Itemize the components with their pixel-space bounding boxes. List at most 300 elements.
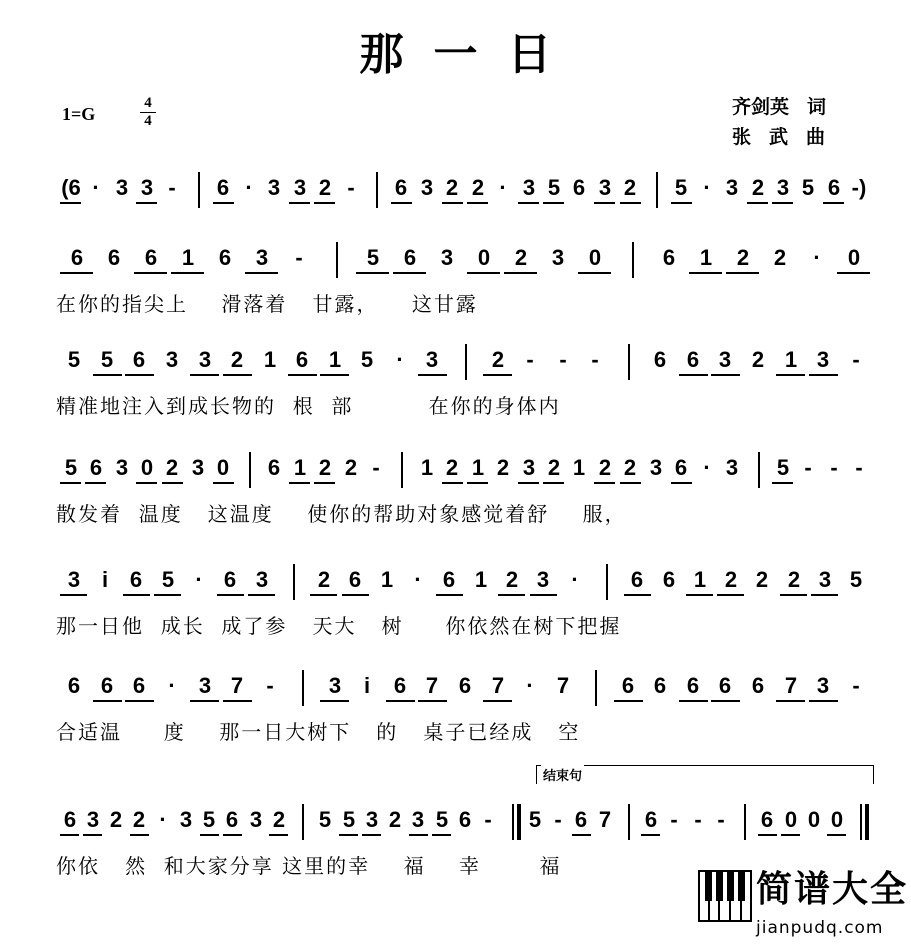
note: 6 bbox=[662, 567, 676, 592]
note: 0 bbox=[807, 807, 821, 832]
note: 6 bbox=[458, 807, 472, 832]
note: 6 bbox=[267, 455, 281, 480]
note: 7 bbox=[425, 673, 439, 698]
beam-line bbox=[432, 834, 451, 836]
beam-line bbox=[772, 482, 793, 484]
note: 7 bbox=[784, 673, 798, 698]
note: - bbox=[591, 347, 599, 372]
note: 6 bbox=[394, 175, 408, 200]
note: - bbox=[804, 455, 812, 480]
note: 0 bbox=[588, 245, 602, 270]
note: 6 bbox=[225, 807, 239, 832]
notation-line bbox=[0, 168, 911, 208]
beam-line bbox=[467, 482, 488, 484]
beam-line bbox=[83, 834, 102, 836]
note: 6 bbox=[653, 673, 667, 698]
bar-line bbox=[628, 344, 630, 380]
note: 3 bbox=[440, 245, 454, 270]
note: 3 bbox=[598, 175, 612, 200]
bar-line bbox=[293, 564, 295, 600]
note: - bbox=[526, 347, 534, 372]
note: 2 bbox=[471, 175, 485, 200]
beam-line bbox=[717, 594, 744, 596]
note: 2 bbox=[773, 245, 787, 270]
note: 6 bbox=[132, 347, 146, 372]
beam-line bbox=[60, 834, 79, 836]
beam-line bbox=[594, 202, 615, 204]
lyricist-name: 齐剑英 bbox=[732, 96, 790, 118]
note: 5 bbox=[161, 567, 175, 592]
beam-line bbox=[418, 700, 447, 702]
note: 1 bbox=[263, 347, 277, 372]
beam-line bbox=[620, 202, 641, 204]
bar-line bbox=[302, 804, 304, 840]
note: 3 bbox=[818, 567, 832, 592]
beam-line bbox=[288, 374, 317, 376]
note: 3 bbox=[267, 175, 281, 200]
note: 2 bbox=[388, 807, 402, 832]
note: 2 bbox=[505, 567, 519, 592]
note: 2 bbox=[496, 455, 510, 480]
note: 3 bbox=[365, 807, 379, 832]
note: 3 bbox=[165, 347, 179, 372]
beam-line bbox=[356, 272, 389, 274]
beam-line bbox=[223, 374, 252, 376]
bar-line bbox=[517, 804, 521, 840]
note: 3 bbox=[816, 673, 830, 698]
note: 1 bbox=[181, 245, 195, 270]
bar-line bbox=[744, 804, 746, 840]
note: 6 bbox=[686, 347, 700, 372]
note: 6 bbox=[223, 567, 237, 592]
note: 1 bbox=[380, 567, 394, 592]
beam-line bbox=[747, 202, 768, 204]
note: 2 bbox=[598, 455, 612, 480]
note: 1 bbox=[328, 347, 342, 372]
note: 3 bbox=[411, 807, 425, 832]
note: 1 bbox=[474, 567, 488, 592]
note: 6 bbox=[129, 567, 143, 592]
note: · bbox=[168, 673, 176, 698]
note: · bbox=[159, 807, 167, 832]
note: 5 bbox=[318, 807, 332, 832]
beam-line bbox=[518, 482, 539, 484]
beam-line bbox=[726, 272, 759, 274]
beam-line bbox=[436, 594, 463, 596]
note: 6 bbox=[621, 673, 635, 698]
lyrics-line: 那一日他 成长 成了参 天大 树 你依然在树下把握 bbox=[56, 614, 622, 638]
beam-line bbox=[342, 594, 369, 596]
note: · bbox=[92, 175, 100, 200]
note: 6 bbox=[132, 673, 146, 698]
note: 3 bbox=[293, 175, 307, 200]
note: 5 bbox=[100, 347, 114, 372]
note: 3 bbox=[522, 175, 536, 200]
note: 3 bbox=[816, 347, 830, 372]
bar-line bbox=[865, 804, 869, 840]
note: 6 bbox=[572, 175, 586, 200]
note: - bbox=[484, 807, 492, 832]
bar-line bbox=[860, 804, 862, 840]
bar-line bbox=[302, 670, 304, 706]
note: 0 bbox=[216, 455, 230, 480]
beam-line bbox=[85, 482, 106, 484]
note: 2 bbox=[230, 347, 244, 372]
note: 6 bbox=[574, 807, 588, 832]
bar-line bbox=[628, 804, 630, 840]
note: i bbox=[363, 673, 371, 698]
beam-line bbox=[686, 594, 713, 596]
beam-line bbox=[134, 272, 167, 274]
beam-line bbox=[776, 374, 805, 376]
beam-line bbox=[123, 594, 150, 596]
piano-keys-icon bbox=[698, 870, 752, 922]
note: 5 bbox=[801, 175, 815, 200]
note: 6 bbox=[100, 673, 114, 698]
beam-line bbox=[136, 482, 157, 484]
beam-line bbox=[136, 202, 157, 204]
note: 6 bbox=[644, 807, 658, 832]
note: 2 bbox=[132, 807, 146, 832]
note: 7 bbox=[598, 807, 612, 832]
note: 5 bbox=[674, 175, 688, 200]
time-denominator: 4 bbox=[144, 113, 152, 129]
note: 6 bbox=[630, 567, 644, 592]
note: 2 bbox=[272, 807, 286, 832]
composer-role: 曲 bbox=[806, 126, 826, 148]
note: 6 bbox=[67, 673, 81, 698]
note: 3 bbox=[115, 455, 129, 480]
note: 2 bbox=[623, 175, 637, 200]
note: 3 bbox=[522, 455, 536, 480]
beam-line bbox=[339, 834, 358, 836]
note: 2 bbox=[623, 455, 637, 480]
beam-line bbox=[543, 202, 564, 204]
beam-line bbox=[93, 700, 122, 702]
beam-line bbox=[483, 700, 512, 702]
bar-line bbox=[465, 344, 467, 380]
note: - bbox=[266, 673, 274, 698]
note: - bbox=[830, 455, 838, 480]
note: 6 bbox=[458, 673, 472, 698]
note: - bbox=[372, 455, 380, 480]
note: · bbox=[526, 673, 534, 698]
note: 3 bbox=[67, 567, 81, 592]
note: 5 bbox=[776, 455, 790, 480]
note: - bbox=[168, 175, 176, 200]
note: 6 bbox=[348, 567, 362, 592]
beam-line bbox=[614, 700, 643, 702]
bar-line bbox=[632, 242, 634, 278]
lyrics-line: 合适温 度 那一日大树下 的 桌子已经成 空 bbox=[56, 720, 581, 744]
beam-line bbox=[620, 482, 641, 484]
beam-line bbox=[162, 482, 183, 484]
note: 6 bbox=[653, 347, 667, 372]
beam-line bbox=[60, 594, 87, 596]
note: 6 bbox=[686, 673, 700, 698]
bar-line bbox=[512, 804, 514, 840]
note: · bbox=[195, 567, 203, 592]
lyrics-line: 精准地注入到成长物的 根 部 在你的身体内 bbox=[56, 394, 561, 418]
ending-bracket bbox=[536, 765, 874, 784]
beam-line bbox=[125, 374, 154, 376]
note: 3 bbox=[725, 175, 739, 200]
note: 5 bbox=[435, 807, 449, 832]
note: 2 bbox=[755, 567, 769, 592]
beam-line bbox=[289, 482, 310, 484]
notation-line bbox=[0, 666, 911, 706]
beam-line bbox=[641, 834, 660, 836]
lyrics-line: 散发着 温度 这温度 使你的帮助对象感觉着舒 服， bbox=[56, 502, 627, 526]
note: · bbox=[571, 567, 579, 592]
key-signature: 1=G bbox=[62, 104, 96, 124]
note: - bbox=[717, 807, 725, 832]
beam-line bbox=[530, 594, 557, 596]
beam-line bbox=[223, 700, 252, 702]
beam-line bbox=[248, 594, 275, 596]
beam-line bbox=[269, 834, 288, 836]
beam-line bbox=[572, 834, 591, 836]
beam-line bbox=[758, 834, 777, 836]
beam-line bbox=[60, 202, 81, 204]
ending-label: 结束句 bbox=[541, 765, 584, 784]
beam-line bbox=[711, 700, 740, 702]
beam-line bbox=[130, 834, 149, 836]
beam-line bbox=[310, 594, 337, 596]
beam-line bbox=[679, 700, 708, 702]
beam-line bbox=[217, 594, 244, 596]
note: 2 bbox=[317, 567, 331, 592]
note: 5 bbox=[547, 175, 561, 200]
note: 1 bbox=[293, 455, 307, 480]
note: 3 bbox=[551, 245, 565, 270]
bar-line bbox=[401, 452, 403, 488]
note: 2 bbox=[724, 567, 738, 592]
note: · bbox=[703, 455, 711, 480]
beam-line bbox=[594, 482, 615, 484]
note: - bbox=[554, 807, 562, 832]
beam-line bbox=[289, 202, 310, 204]
beam-line bbox=[320, 374, 349, 376]
beam-line bbox=[781, 834, 800, 836]
note: - bbox=[670, 807, 678, 832]
note: - bbox=[559, 347, 567, 372]
note: 6 bbox=[403, 245, 417, 270]
note: 6 bbox=[107, 245, 121, 270]
note: 6 bbox=[718, 673, 732, 698]
beam-line bbox=[780, 594, 807, 596]
note: 2 bbox=[491, 347, 505, 372]
note: 7 bbox=[556, 673, 570, 698]
beam-line bbox=[190, 700, 219, 702]
note: 2 bbox=[751, 175, 765, 200]
note: 2 bbox=[165, 455, 179, 480]
bar-line bbox=[249, 452, 251, 488]
note: 3 bbox=[425, 347, 439, 372]
note: 3 bbox=[536, 567, 550, 592]
note: 1 bbox=[420, 455, 434, 480]
note: 0 bbox=[140, 455, 154, 480]
note: 5 bbox=[360, 347, 374, 372]
beam-line bbox=[772, 202, 793, 204]
note: - bbox=[295, 245, 303, 270]
note: 0 bbox=[847, 245, 861, 270]
note: 2 bbox=[109, 807, 123, 832]
note: 1 bbox=[784, 347, 798, 372]
page-title: 那一日 bbox=[359, 29, 582, 80]
beam-line bbox=[837, 272, 870, 274]
beam-line bbox=[213, 482, 234, 484]
note: 1 bbox=[471, 455, 485, 480]
note: 3 bbox=[725, 455, 739, 480]
note: 3 bbox=[255, 567, 269, 592]
note: 6 bbox=[827, 175, 841, 200]
note: 6 bbox=[144, 245, 158, 270]
beam-line bbox=[93, 374, 122, 376]
note: 2 bbox=[736, 245, 750, 270]
bar-line bbox=[606, 564, 608, 600]
composer-credit bbox=[732, 122, 825, 149]
note: 3 bbox=[198, 347, 212, 372]
bar-line bbox=[595, 670, 597, 706]
note: 6 bbox=[751, 673, 765, 698]
beam-line bbox=[442, 482, 463, 484]
beam-line bbox=[543, 482, 564, 484]
notation-line bbox=[0, 238, 911, 278]
beam-line bbox=[60, 482, 81, 484]
beam-line bbox=[190, 374, 219, 376]
note: · bbox=[813, 245, 821, 270]
lyricist-credit bbox=[732, 92, 826, 119]
note: 6 bbox=[662, 245, 676, 270]
beam-line bbox=[171, 272, 204, 274]
note: -) bbox=[851, 175, 867, 200]
note: 3 bbox=[776, 175, 790, 200]
note: 3 bbox=[249, 807, 263, 832]
note: 3 bbox=[179, 807, 193, 832]
beam-line bbox=[671, 202, 692, 204]
note: 7 bbox=[230, 673, 244, 698]
beam-line bbox=[827, 834, 846, 836]
beam-line bbox=[223, 834, 242, 836]
note: - bbox=[852, 673, 860, 698]
beam-line bbox=[624, 594, 651, 596]
beam-line bbox=[809, 700, 838, 702]
bar-line bbox=[758, 452, 760, 488]
beam-line bbox=[578, 272, 611, 274]
beam-line bbox=[689, 272, 722, 274]
lyricist-role: 词 bbox=[807, 96, 827, 118]
note: 0 bbox=[784, 807, 798, 832]
beam-line bbox=[213, 202, 234, 204]
beam-line bbox=[823, 202, 844, 204]
note: 3 bbox=[649, 455, 663, 480]
note: 0 bbox=[477, 245, 491, 270]
note: 2 bbox=[318, 175, 332, 200]
watermark-brand: 简谱大全 bbox=[756, 869, 909, 910]
note: 5 bbox=[366, 245, 380, 270]
watermark-logo bbox=[698, 868, 908, 944]
note: 6 bbox=[674, 455, 688, 480]
notation-line bbox=[0, 560, 911, 600]
note: 3 bbox=[86, 807, 100, 832]
beam-line bbox=[154, 594, 181, 596]
note: 6 bbox=[89, 455, 103, 480]
note: - bbox=[852, 347, 860, 372]
note: 3 bbox=[420, 175, 434, 200]
beam-line bbox=[671, 482, 692, 484]
beam-line bbox=[679, 374, 708, 376]
note: 3 bbox=[718, 347, 732, 372]
time-numerator: 4 bbox=[144, 95, 152, 111]
note: 1 bbox=[572, 455, 586, 480]
beam-line bbox=[467, 272, 500, 274]
beam-line bbox=[314, 202, 335, 204]
notation-line bbox=[0, 800, 911, 840]
note: 2 bbox=[514, 245, 528, 270]
beam-line bbox=[320, 700, 349, 702]
note: 2 bbox=[787, 567, 801, 592]
beam-line bbox=[483, 374, 512, 376]
beam-line bbox=[418, 374, 447, 376]
watermark-url: jianpudq.com bbox=[756, 918, 884, 938]
beam-line bbox=[125, 700, 154, 702]
note: 3 bbox=[198, 673, 212, 698]
note: 2 bbox=[547, 455, 561, 480]
note: 3 bbox=[328, 673, 342, 698]
beam-line bbox=[60, 272, 93, 274]
beam-line bbox=[386, 700, 415, 702]
beam-line bbox=[409, 834, 428, 836]
note: 2 bbox=[445, 175, 459, 200]
beam-line bbox=[809, 374, 838, 376]
note: 5 bbox=[67, 347, 81, 372]
note: 5 bbox=[202, 807, 216, 832]
note: · bbox=[414, 567, 422, 592]
note: 3 bbox=[140, 175, 154, 200]
beam-line bbox=[711, 374, 740, 376]
note: 0 bbox=[830, 807, 844, 832]
notation-line bbox=[0, 340, 911, 380]
time-signature bbox=[140, 96, 156, 129]
note: 3 bbox=[191, 455, 205, 480]
note: 6 bbox=[216, 175, 230, 200]
note: · bbox=[703, 175, 711, 200]
note: 6 bbox=[218, 245, 232, 270]
note: (6 bbox=[61, 175, 81, 200]
note: 6 bbox=[70, 245, 84, 270]
bar-line bbox=[656, 172, 658, 208]
note: 3 bbox=[115, 175, 129, 200]
note: 1 bbox=[699, 245, 713, 270]
beam-line bbox=[498, 594, 525, 596]
beam-line bbox=[245, 272, 278, 274]
beam-line bbox=[467, 202, 488, 204]
beam-line bbox=[393, 272, 426, 274]
note: · bbox=[245, 175, 253, 200]
note: - bbox=[347, 175, 355, 200]
beam-line bbox=[776, 700, 805, 702]
notation-line bbox=[0, 448, 911, 488]
note: 6 bbox=[393, 673, 407, 698]
note: - bbox=[694, 807, 702, 832]
note: 3 bbox=[255, 245, 269, 270]
lyrics-line: 在你的指尖上 滑落着 甘露， 这甘露 bbox=[56, 292, 478, 316]
note: 7 bbox=[491, 673, 505, 698]
note: 1 bbox=[693, 567, 707, 592]
note: 2 bbox=[344, 455, 358, 480]
note: 6 bbox=[63, 807, 77, 832]
